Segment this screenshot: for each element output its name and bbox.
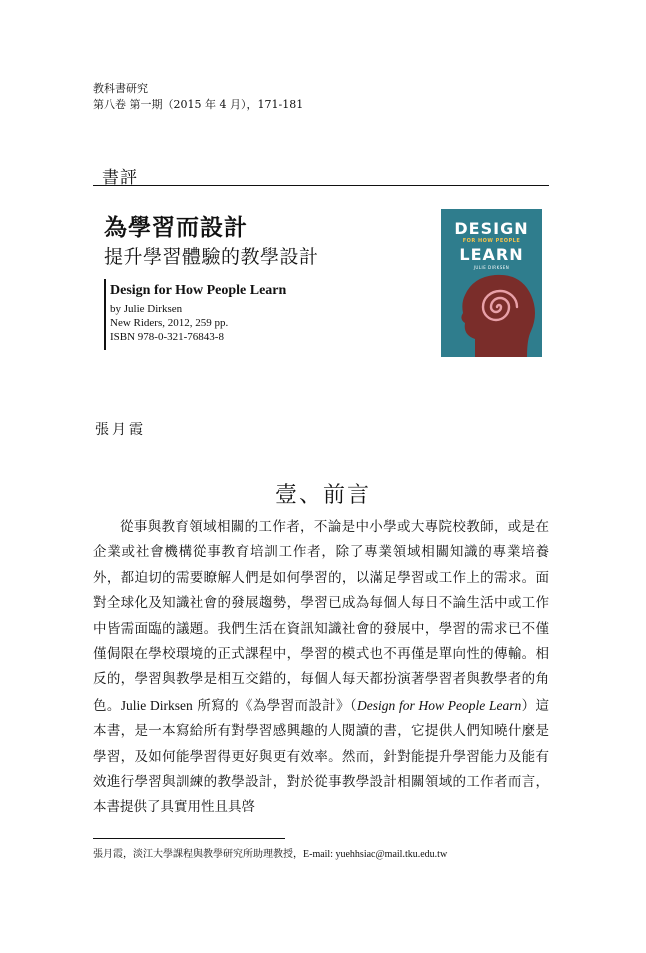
paragraph-text: ）這本書，是一本寫給所有對學習感興趣的人閱讀的書，它提供人們知曉什麼是學習，及如何能學習得更好與更有效率。然而，針對能提升學習能力及能有效進行學習與訓練的教學設計，對於從事教學設計相關領域的工作者而言，本書提供了具實用性且具啓	[93, 697, 549, 816]
journal-header	[93, 81, 303, 113]
journal-name: 教科書研究	[93, 82, 148, 95]
footnote-email: E-mail: yuehhsiac@mail.tku.edu.tw	[303, 849, 448, 860]
review-subtitle: 提升學習體驗的教學設計	[104, 246, 319, 268]
book-title-italic: Design for How People Learn	[357, 697, 522, 713]
cover-title-learn: LEARN	[459, 245, 524, 264]
paragraph-text: 所寫的《為學習而設計》（	[192, 697, 358, 714]
book-publisher: New Riders, 2012, 259 pp.	[110, 317, 229, 329]
footnote-rule	[93, 838, 285, 839]
cover-title-for-how-people: FOR HOW PEOPLE	[462, 238, 521, 244]
body-text	[93, 515, 549, 821]
paragraph	[93, 515, 549, 821]
book-info	[104, 279, 286, 350]
section-heading: 壹、前言	[274, 483, 371, 508]
header-rule	[93, 185, 549, 186]
book-isbn: ISBN 978-0-321-76843-8	[110, 331, 224, 343]
journal-issue: 第八卷 第一期（2015 年 4 月），171-181	[93, 98, 304, 111]
cover-author: JULIE DIRKSEN	[473, 265, 510, 270]
footnote-text: 張月霞，淡江大學課程與教學研究所助理教授，	[93, 849, 303, 860]
book-author-name: Julie Dirksen	[120, 697, 193, 713]
review-title: 為學習而設計	[104, 214, 248, 241]
section-label: 書評	[102, 168, 138, 188]
book-title-en: Design for How People Learn	[110, 283, 287, 298]
book-cover	[441, 209, 542, 357]
paragraph-text: 從事與教育領域相關的工作者，不論是中小學或大專院校教師，或是在企業或社會機構從事教育培訓工作者，除了專業領域相關知識的專業培養外，都迫切的需要瞭解人們是如何學習的，以滿足學習或工作上的需求。面對全球化及知識社會的發展趨勢，學習已成為每個人每日不論生活中或工作中皆需面臨的議題。我們生活在資訊知識社會的發展中，學習的需求已不僅僅侷限在學校環境的正式課程中，學習的模式也不再僅是單向性的傳輸。相反的，學習與教學是相互交錯的，每個人每天都扮演著學習者與教學者的角色。	[93, 519, 549, 714]
book-author: by Julie Dirksen	[110, 303, 183, 315]
footnote	[93, 845, 447, 860]
head-silhouette-icon	[441, 273, 542, 357]
reviewer-name: 張月霞	[95, 422, 146, 438]
cover-title-design: DESIGN	[454, 219, 529, 238]
